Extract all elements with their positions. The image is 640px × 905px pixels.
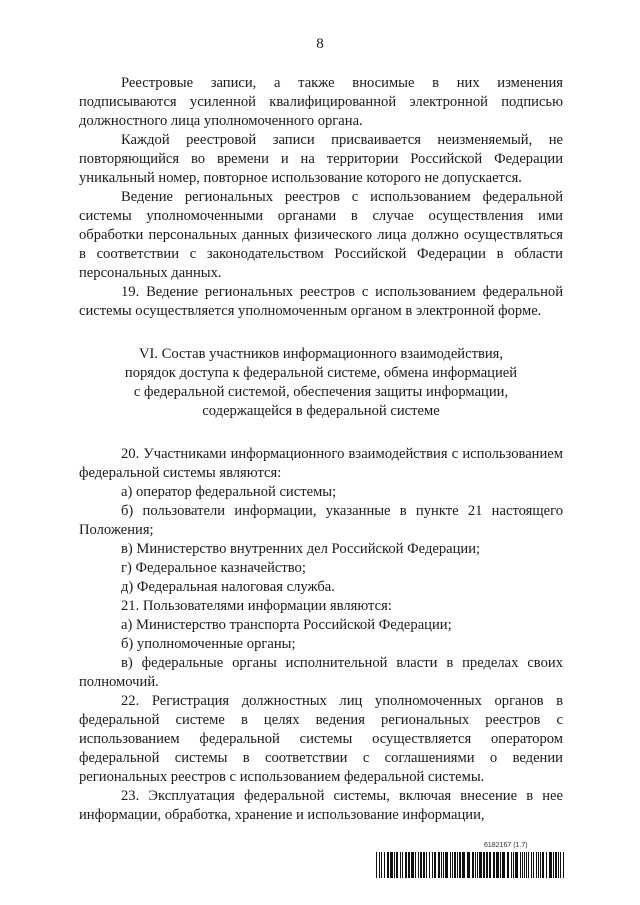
list-item: д) Федеральная налоговая служба.	[121, 579, 335, 595]
list-item: а) Министерство транспорта Российской Федерации;	[121, 617, 452, 633]
section-heading	[79, 345, 563, 421]
page-number: 8	[316, 36, 324, 52]
document-body	[79, 74, 563, 825]
document-code: 6182167 (1.7)	[484, 842, 528, 849]
section-heading-line: содержащейся в федеральной системе	[202, 403, 440, 419]
barcode-icon	[376, 852, 566, 878]
paragraph: 19. Ведение региональных реестров с использованием федеральной системы осуществляется уполномоченным органом в электронной форме.	[79, 284, 563, 319]
list-item: б) уполномоченные органы;	[121, 636, 296, 652]
list-item: а) оператор федеральной системы;	[121, 484, 337, 500]
section-heading-line: с федеральной системой, обеспечения защиты информации,	[133, 384, 509, 400]
list-item: б) пользователи информации, указанные в пункте 21 настоящего Положения;	[79, 503, 563, 538]
list-item: в) Министерство внутренних дел Российской Федерации;	[121, 541, 481, 557]
section-heading-line: VI. Состав участников информационного взаимодействия,	[138, 346, 504, 362]
paragraph: Каждой реестровой записи присваивается неизменяемый, не повторяющийся во времени и на территории Российской Федерации уникальный номер, повторное использование которого не допускается.	[79, 132, 563, 186]
paragraph: Ведение региональных реестров с использованием федеральной системы уполномоченными органами в случае осуществления ими обработки персональных данных физического лица должно осуществляться в соответствии с законодательством Российской Федерации в области персональных данных.	[79, 189, 563, 281]
section-heading-line: порядок доступа к федеральной системе, обмена информацией	[124, 365, 518, 381]
paragraph: Реестровые записи, а также вносимые в них изменения подписываются усиленной квалифицированной электронной подписью должностного лица уполномоченного органа.	[79, 75, 563, 129]
paragraph: 22. Регистрация должностных лиц уполномоченных органов в федеральной системе в целях ведения региональных реестров с использованием федеральной системы осуществляется оператором федеральной системы в соответствии с соглашениями о ведении региональных реестров с использованием федеральной системы.	[79, 693, 563, 785]
paragraph: 23. Эксплуатация федеральной системы, включая внесение в нее информации, обработка, хранение и использование информации,	[79, 788, 563, 823]
paragraph: 20. Участниками информационного взаимодействия с использованием федеральной системы являются:	[79, 446, 563, 481]
list-item: г) Федеральное казначейство;	[121, 560, 306, 576]
list-item: в) федеральные органы исполнительной власти в пределах своих полномочий.	[79, 655, 563, 690]
paragraph: 21. Пользователями информации являются:	[121, 598, 392, 614]
